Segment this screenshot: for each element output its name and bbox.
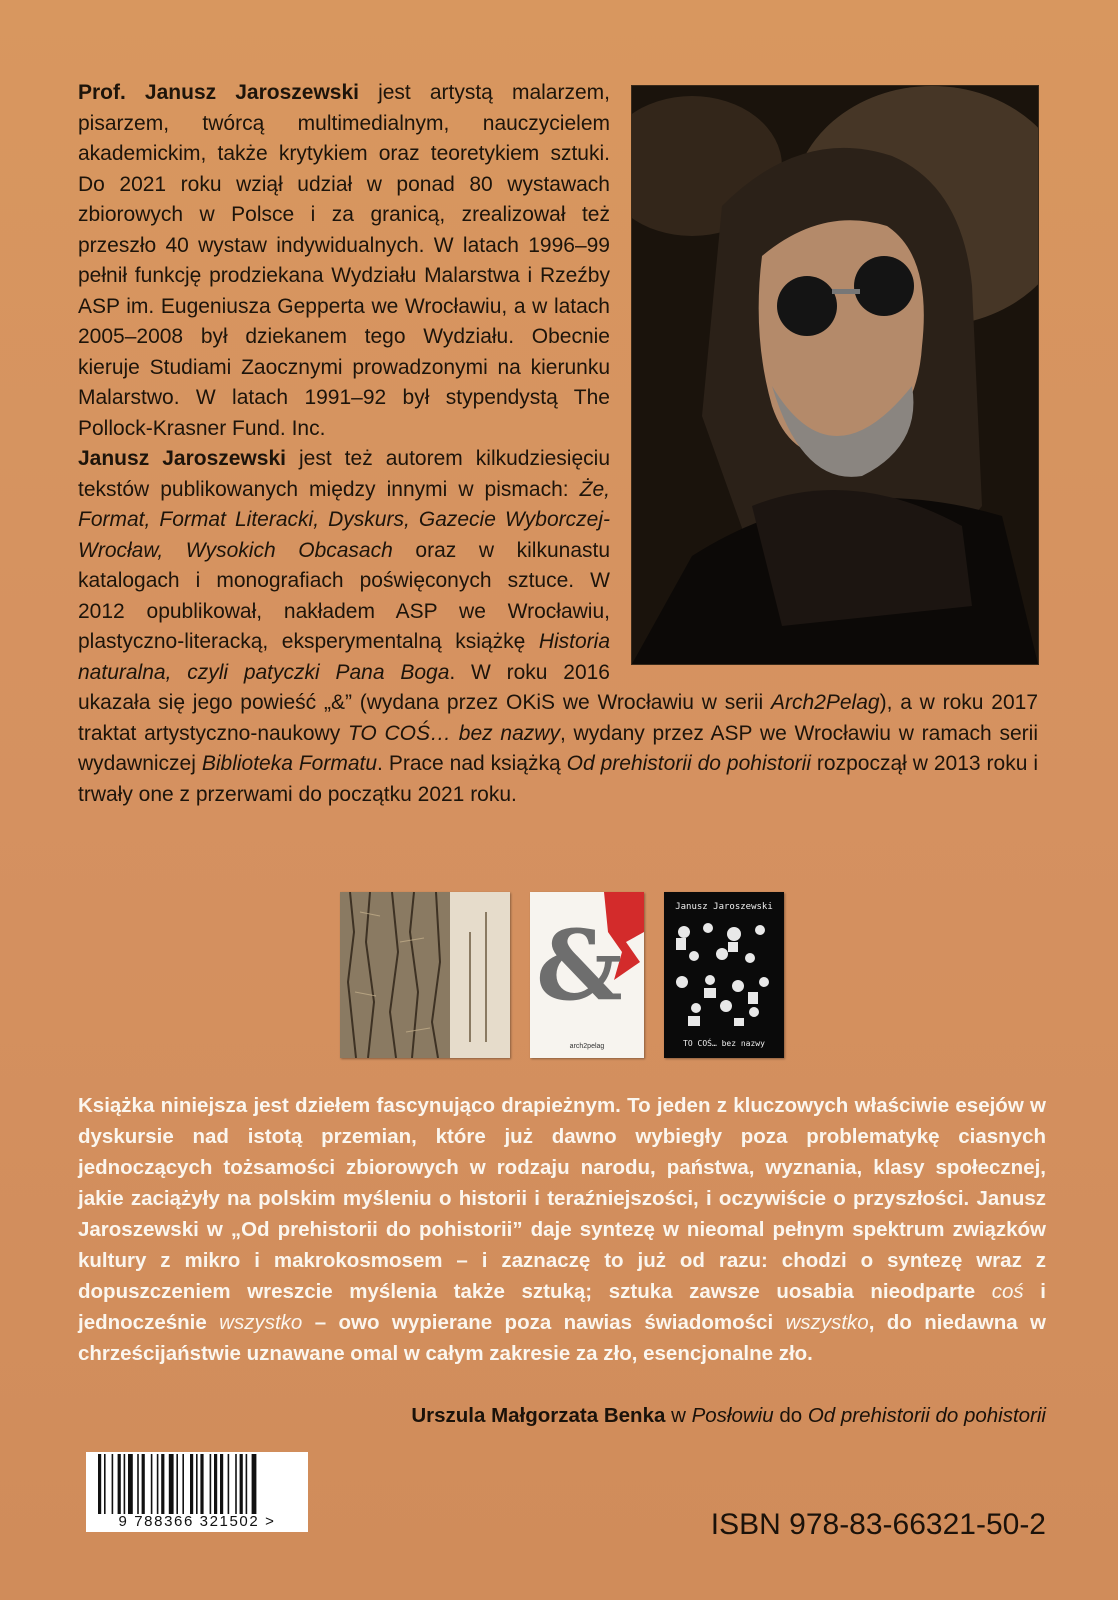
review-quote <box>78 1090 1046 1369</box>
author-portrait-illustration <box>632 86 1038 664</box>
isbn-barcode <box>86 1452 308 1532</box>
book-title-historia: Historia naturalna, czyli patyczki Pana Boga <box>78 630 610 684</box>
figure-collage-graphic <box>664 892 784 1058</box>
bio-text-2c: . W roku 2016 ukazała się jego powieść „&” (wydana przez OKiS we Wrocławiu w serii <box>78 660 772 714</box>
book-title-to-cos: TO COŚ… bez nazwy <box>347 721 560 745</box>
book-title-current: Od prehistorii do pohistorii <box>566 752 811 775</box>
bio-text-2a: jest też autorem kilkudziesięciu tekstów publikowanych między innymi w pismach: <box>78 447 610 501</box>
bio-text-2f: . Prace nad książką <box>377 752 567 775</box>
quote-italic-cos: coś <box>991 1280 1024 1303</box>
quote-italic-wszystko: wszystko <box>219 1311 303 1334</box>
bark-texture-image <box>340 892 510 1058</box>
author-photo <box>632 86 1038 664</box>
quote-attribution <box>411 1404 1046 1428</box>
related-books <box>340 892 784 1058</box>
author-name: Prof. Janusz Jaroszewski <box>78 81 359 104</box>
series-name-2: Biblioteka Formatu <box>201 752 378 775</box>
book-cover-to-cos <box>664 892 784 1058</box>
bio-text-2g: rozpoczął w 2013 roku i trwały one z przerwami do początku 2021 roku. <box>78 752 1039 806</box>
bio-text-2b: oraz w kilkunastu katalogach i monografiach poświęconych sztuce. W 2012 opublikował, nakładem ASP we Wrocławiu, plastyczno-literacką, eksperymentalną książkę <box>78 538 611 653</box>
quote-text-3: – owo wypierane poza nawias świadomości <box>302 1311 786 1334</box>
reviewer-name: Urszula Małgorzata Benka <box>411 1404 666 1427</box>
bio-text-2d: ), a w roku 2017 traktat artystyczno-naukowy <box>78 691 1038 745</box>
quote-text-1: Książka niniejsza jest dziełem fascynująco drapieżnym. To jeden z kluczowych właściwie esejów w dyskursie nad istotą przemian, które już dawno wybiegły poza problematykę ciasnych jednoczących tożsamości zbiorowych w rodzaju narodu, państwa, wyznania, klasy społecznej, jakie zaciążyły na polskim myśleniu o historii i teraźniejszości, i oczywiście o przyszłości. Janusz Jaroszewski w „Od prehistorii do pohistorii” daje syntezę w nieomal pełnym spektrum związków kultury z mikro i makrokosmosem – i zaznaczę to już od razu: chodzi o syntezę wraz z dopuszczeniem wreszcie myślenia także sztuką; sztuka zawsze uosabia nieodparte <box>78 1094 1046 1303</box>
book-cover-ampersand <box>530 892 644 1058</box>
barcode-bars <box>86 1454 308 1516</box>
quote-italic-wszystko-2: wszystko <box>785 1311 869 1334</box>
book3-author: Janusz Jaroszewski <box>675 902 773 912</box>
author-bio <box>78 78 1038 810</box>
book-cover-historia-naturalna <box>340 892 510 1058</box>
series-name: Arch2Pelag <box>771 691 880 714</box>
attribution-connector: w <box>665 1404 692 1427</box>
publisher-label: arch2pelag <box>569 1043 605 1050</box>
work-name: Posłowiu <box>691 1404 774 1427</box>
ampersand-symbol: & <box>536 909 623 1022</box>
book3-title: TO COŚ… bez nazwy <box>683 1039 765 1048</box>
book-name: Od prehistorii do pohistorii <box>807 1404 1046 1427</box>
attribution-connector-2: do <box>773 1404 808 1427</box>
bio-text-1: jest artystą malarzem, pisarzem, twórcą multimedialnym, nauczycielem akademickim, także krytykiem oraz teoretykiem sztuki. Do 2021 roku wziął udział w ponad 80 wystawach zbiorowych w Polsce i za granicą, zrealizował też przeszło 40 wystaw indywidualnych. W latach 1996–99 pełnił funkcję prodziekana Wydziału Malarstwa i Rzeźby ASP im. Eugeniusza Gepperta we Wrocławiu, a w latach 2005–2008 był dziekanem tego Wydziału. Obecnie kieruje Studiami Zaocznymi prowadzonymi na kierunku Malarstwo. W latach 1991–92 był stypendystą The Pollock-Krasner Fund. Inc. <box>78 81 610 440</box>
author-name-2: Janusz Jaroszewski <box>78 447 286 470</box>
quote-text-4: , do niedawna w chrześcijaństwie uznawane omal w całym zakresie za zło, esencjonalne zło. <box>78 1311 1046 1365</box>
magazine-list: Że, Format, Format Literacki, Dyskurs, Gazecie Wyborczej-Wrocław, Wysokich Obcasach <box>78 477 610 562</box>
isbn-number: ISBN 978-83-66321-50-2 <box>710 1508 1046 1541</box>
quote-text-2: i jednocześnie <box>78 1280 1046 1334</box>
barcode-digits: 9 788366 321502 > <box>118 1513 276 1530</box>
bio-text-2e: , wydany przez ASP we Wrocławiu w ramach serii wydawniczej <box>78 721 1038 775</box>
